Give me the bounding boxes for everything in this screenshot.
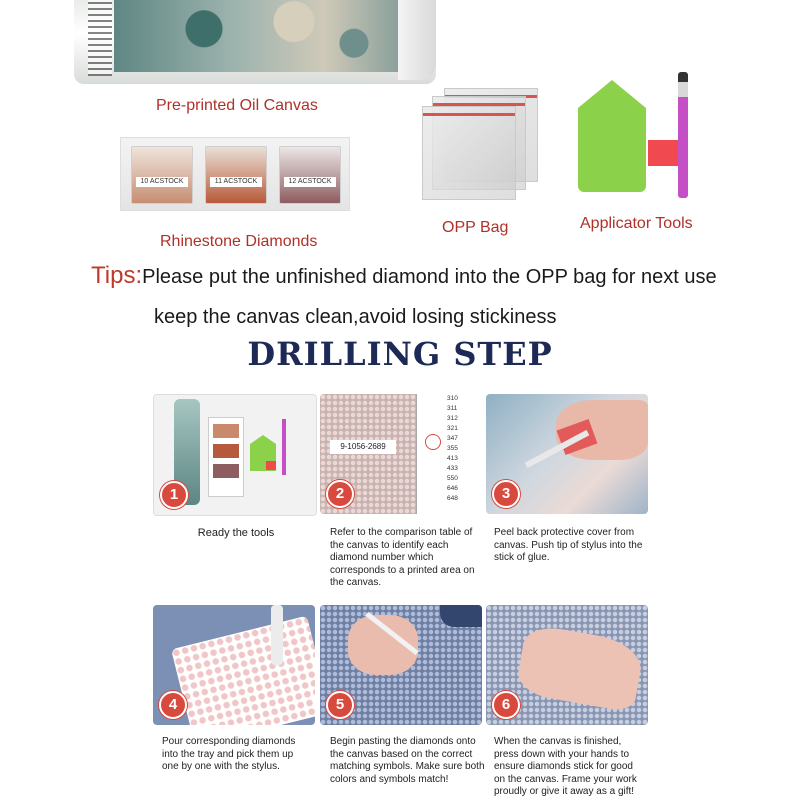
bag-label: 11 ACSTOCK [210,177,262,187]
chart-row: 355 [447,445,458,452]
step-3-badge: 3 [492,480,520,508]
rhinestone-pack-image [120,137,350,211]
opp-caption: OPP Bag [442,219,509,236]
bag-label: 12 ACSTOCK [284,177,336,187]
chart-row: 413 [447,455,458,462]
chart-row: 311 [447,405,458,412]
step-4-photo [153,605,315,725]
stylus-pen-icon [678,72,688,198]
step-5-text: Begin pasting the diamonds onto the canvas based on the correct matching symbols. Make sure both colors and symbols match! [330,736,485,785]
step-5-badge: 5 [326,691,354,719]
tips-text-2: keep the canvas clean,avoid losing stickiness [154,306,557,328]
tray-icon [578,80,646,192]
diamond-bag [205,146,267,204]
tips-line-1 [91,262,717,290]
step-2-text: Refer to the comparison table of the canvas to identify each diamond number which corresponds to a printed area on the canvas. [330,527,475,588]
step-3-photo [486,394,648,514]
applicator-tools-image [578,72,688,200]
step-4-badge: 4 [159,691,187,719]
tips-text-1: Please put the unfinished diamond into the OPP bag for next use [142,266,717,288]
chart-row: 648 [447,495,458,502]
step-3-text: Peel back protective cover from canvas. Push tip of stylus into the stick of glue. [494,527,643,563]
step-6-photo [486,605,648,725]
bag-label: 10 ACSTOCK [136,177,188,187]
applicator-caption: Applicator Tools [580,215,693,232]
glue-wax-icon [648,140,678,166]
chart-row: 646 [447,485,458,492]
step-2-badge: 2 [326,480,354,508]
chart-row: 550 [447,475,458,482]
step-1-badge: 1 [160,481,188,509]
step-5-photo [320,605,482,725]
rhinestone-caption: Rhinestone Diamonds [160,233,318,250]
step-4-text: Pour corresponding diamonds into the tray and pick them up one by one with the stylus. [162,736,296,772]
chart-code-label: 9-1056-2689 [330,440,396,454]
diamond-bag [131,146,193,204]
step-6-badge: 6 [492,691,520,719]
canvas-caption: Pre-printed Oil Canvas [156,97,318,114]
chart-row: 321 [447,425,458,432]
step-2-photo [320,394,482,514]
opp-bags-image [418,88,544,200]
step-1-text: Ready the tools [197,527,275,539]
canvas-roll-image [74,0,436,84]
step-1-photo [153,394,317,516]
chart-row: 310 [447,395,458,402]
chart-row: 433 [447,465,458,472]
chart-row: 347 [447,435,458,442]
tips-label: Tips: [91,262,143,289]
step-6-text: When the canvas is finished, press down with your hands to ensure diamonds stick for good on the canvas. Frame your work proudly or give it away as a gift! [494,736,637,797]
section-title: DRILLING STEP [247,335,553,373]
diamond-bag [279,146,341,204]
chart-row: 312 [447,415,458,422]
